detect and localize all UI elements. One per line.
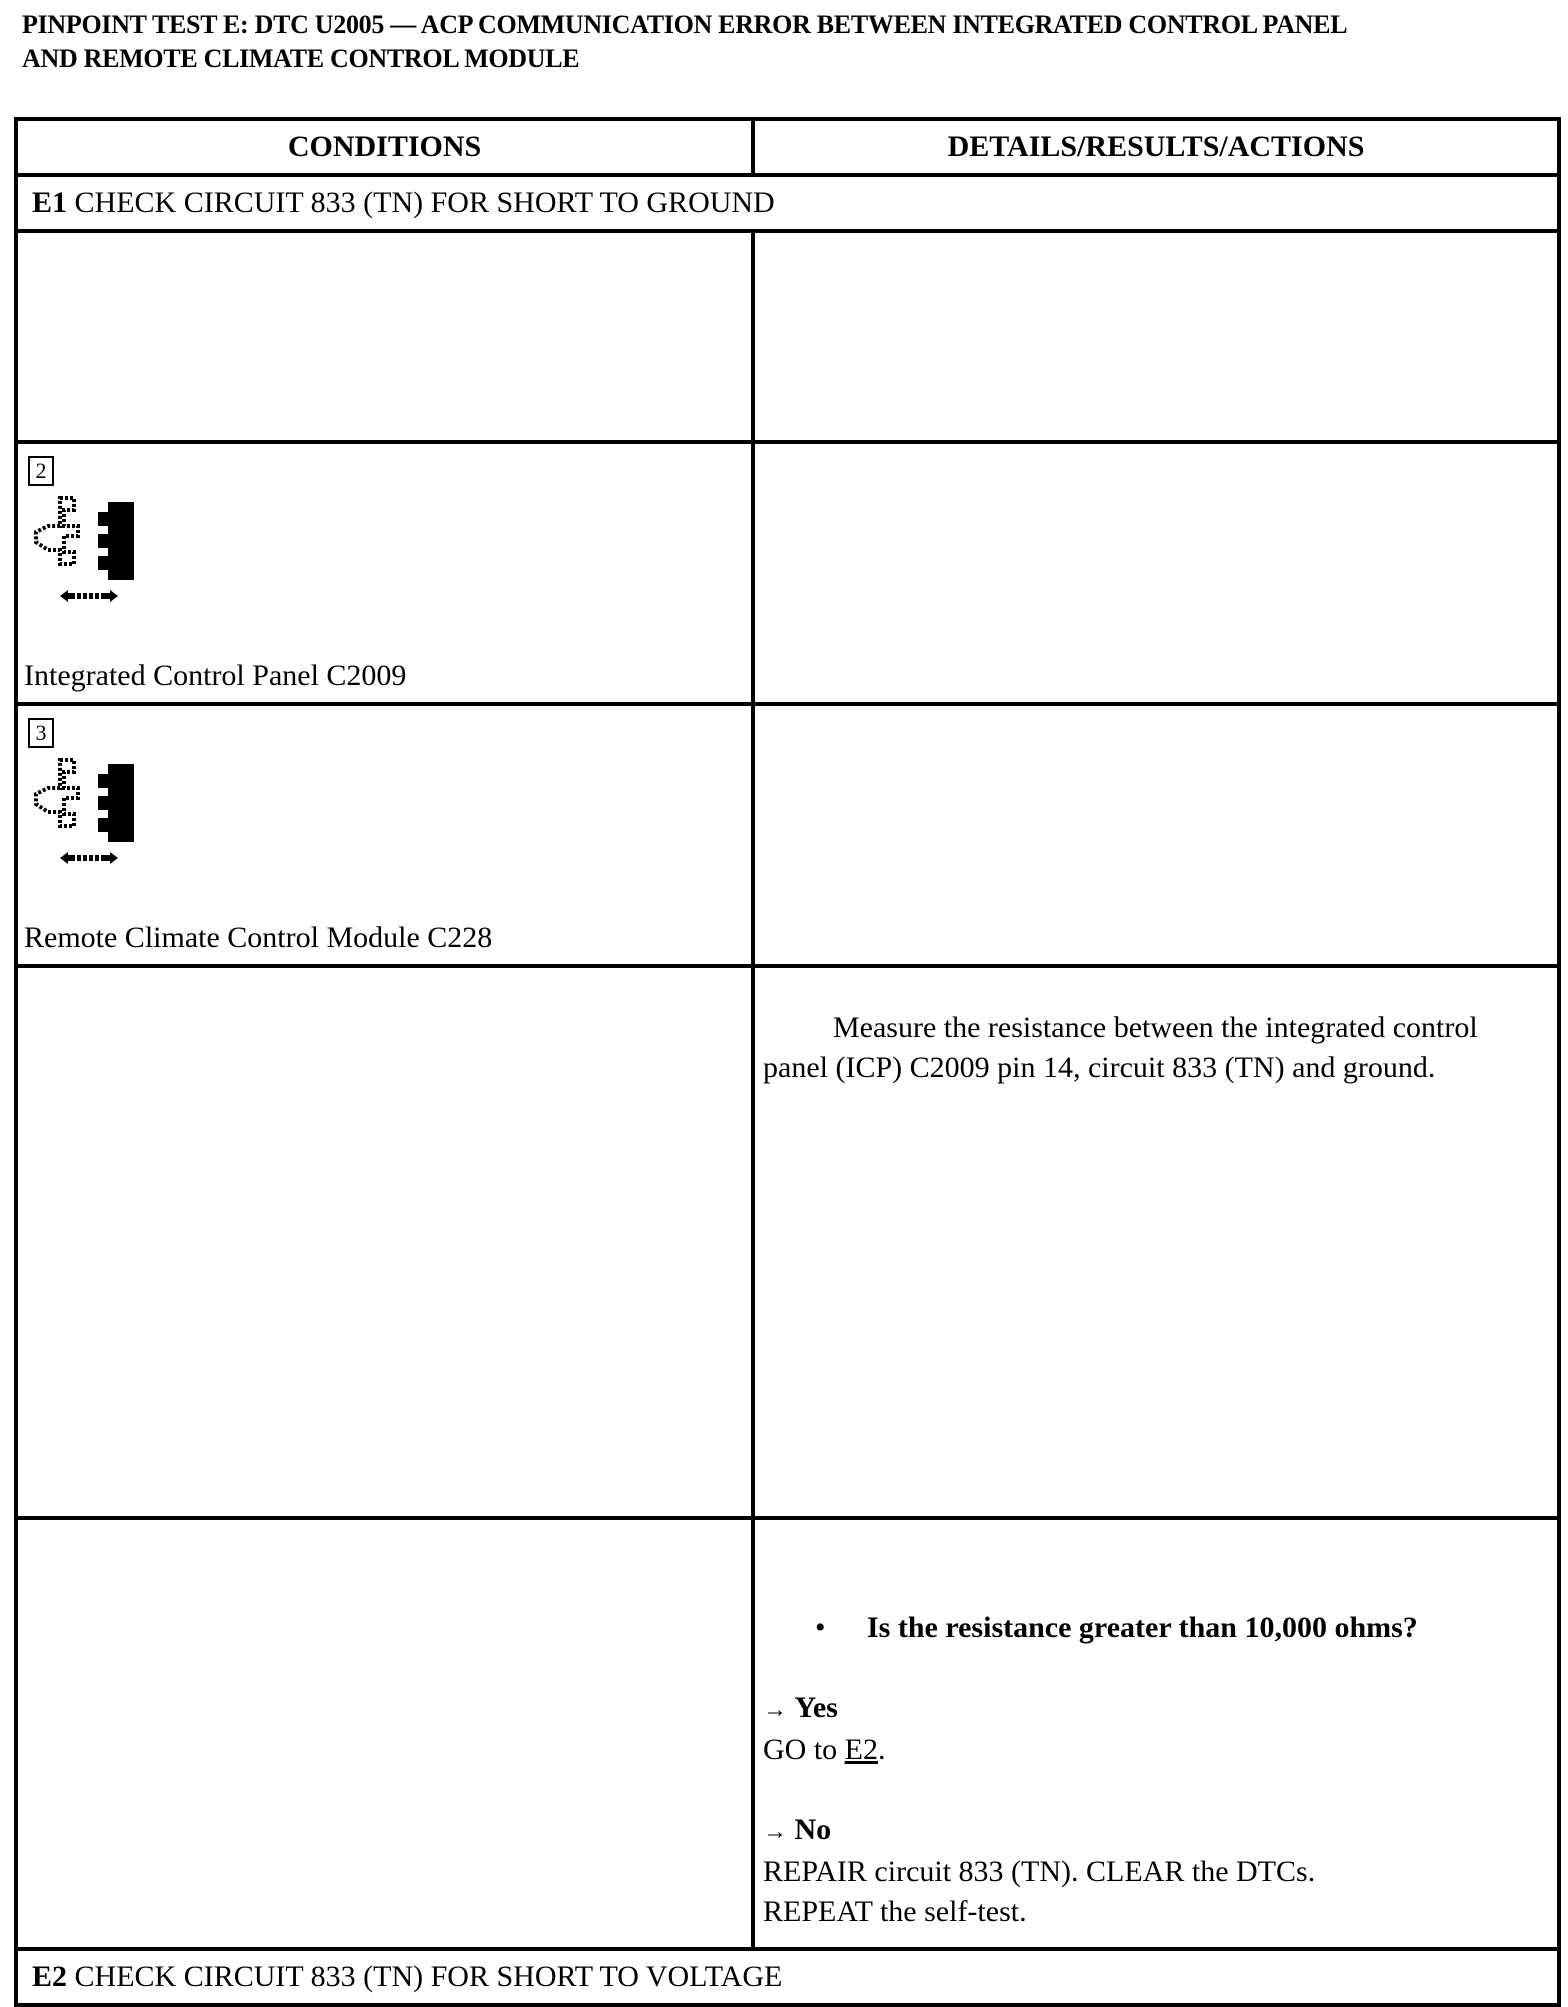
step-text: CHECK CIRCUIT 833 (TN) FOR SHORT TO VOLTAGE xyxy=(67,1960,783,1993)
arrow-right-icon: → xyxy=(763,1819,787,1845)
yes-action-prefix: GO to xyxy=(763,1733,845,1766)
measure-instruction: Measure the resistance between the integrated control panel (ICP) C2009 pin 14, circuit 833 (TN) and ground. xyxy=(763,1011,1478,1084)
details-header: DETAILS/RESULTS/ACTIONS xyxy=(753,119,1559,175)
step-text: CHECK CIRCUIT 833 (TN) FOR SHORT TO GROUND xyxy=(67,186,775,219)
table-row xyxy=(16,231,1559,442)
bullet: • xyxy=(815,1611,826,1644)
conditions-header: CONDITIONS xyxy=(16,119,753,175)
go-to-e2-link[interactable]: E2 xyxy=(844,1733,878,1766)
table-row xyxy=(16,1518,1559,1949)
page-title xyxy=(22,8,1562,76)
conditions-cell xyxy=(16,1518,753,1949)
table-row xyxy=(16,704,1559,966)
step-row-e1 xyxy=(16,175,1559,231)
connector-label: Remote Climate Control Module C228 xyxy=(24,921,493,954)
step-row-e2 xyxy=(16,1949,1559,2005)
conditions-cell-connector-2 xyxy=(16,442,753,704)
details-cell xyxy=(753,704,1559,966)
disconnect-connector-icon xyxy=(26,754,146,874)
no-action-line-1: REPAIR circuit 833 (TN). CLEAR the DTCs. xyxy=(763,1855,1316,1888)
answer-yes-label: Yes xyxy=(794,1691,838,1724)
step-number-box: 3 xyxy=(28,718,54,748)
details-cell xyxy=(753,231,1559,442)
conditions-cell xyxy=(16,966,753,1518)
yes-action-suffix: . xyxy=(878,1733,886,1766)
step-number-box: 2 xyxy=(28,456,54,486)
answer-no-label: No xyxy=(794,1813,832,1846)
details-cell-measure xyxy=(753,966,1559,1518)
title-line-2: AND REMOTE CLIMATE CONTROL MODULE xyxy=(22,44,580,73)
step-heading-e1 xyxy=(16,175,1559,231)
title-line-1: PINPOINT TEST E: DTC U2005 — ACP COMMUNICATION ERROR BETWEEN INTEGRATED CONTROL PANEL xyxy=(22,10,1348,39)
answer-no xyxy=(763,1810,1547,1932)
step-heading-e2 xyxy=(16,1949,1559,2005)
no-action-line-2: REPEAT the self-test. xyxy=(763,1895,1027,1928)
details-cell-question xyxy=(753,1518,1559,1949)
table-row xyxy=(16,442,1559,704)
arrow-right-icon: → xyxy=(763,1697,787,1723)
table-row xyxy=(16,966,1559,1518)
details-cell xyxy=(753,442,1559,704)
table-header-row xyxy=(16,119,1559,175)
conditions-cell xyxy=(16,231,753,442)
question-item xyxy=(763,1608,1547,1648)
step-id: E2 xyxy=(32,1960,68,1993)
question-text: Is the resistance greater than 10,000 ohms? xyxy=(867,1611,1418,1644)
conditions-cell-connector-3 xyxy=(16,704,753,966)
pinpoint-test-table xyxy=(14,117,1561,2007)
step-id: E1 xyxy=(32,186,68,219)
disconnect-connector-icon xyxy=(26,492,146,612)
connector-label: Integrated Control Panel C2009 xyxy=(24,659,407,692)
answer-yes xyxy=(763,1688,1547,1770)
